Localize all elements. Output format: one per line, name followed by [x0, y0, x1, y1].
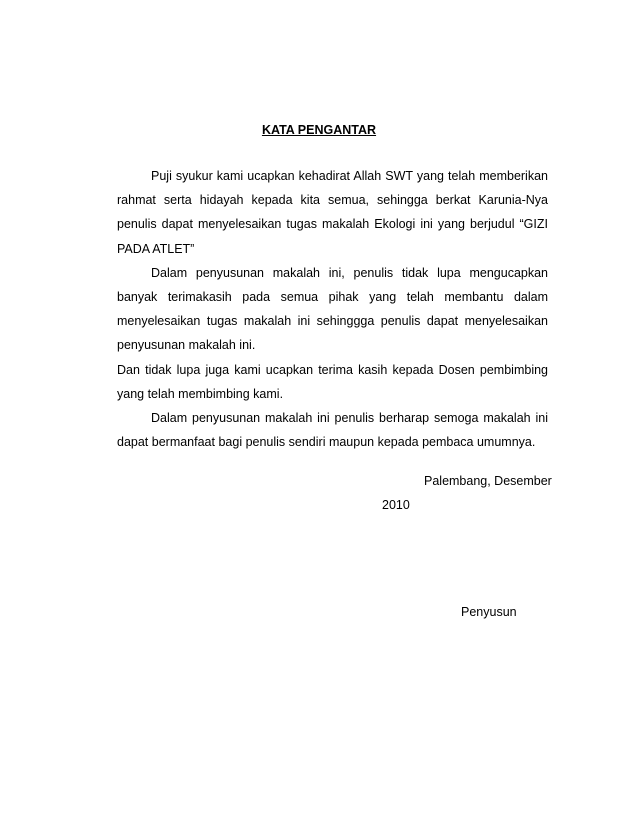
closing-place-date: Palembang, Desember — [424, 474, 552, 488]
paragraph-hope: Dalam penyusunan makalah ini penulis berharap semoga makalah ini dapat bermanfaat bagi penulis sendiri maupun kepada pembaca umumnya. — [117, 411, 548, 450]
paragraph-opening: Puji syukur kami ucapkan kehadirat Allah SWT yang telah memberikan rahmat serta hidayah kepada kita semua, sehingga berkat Karunia-Nya penulis dapat menyelesaikan tugas makalah Ekologi ini yang berjudul “GIZI PADA ATLET” — [117, 169, 548, 256]
body-text — [117, 164, 548, 454]
page-title: KATA PENGANTAR — [261, 123, 377, 137]
signer-name: Penyusun — [461, 605, 517, 619]
closing-year: 2010 — [382, 498, 410, 512]
paragraph-advisor: Dan tidak lupa juga kami ucapkan terima kasih kepada Dosen pembimbing yang telah membimbing kami. — [117, 362, 548, 401]
paragraph-thanks: Dalam penyusunan makalah ini, penulis tidak lupa mengucapkan banyak terimakasih pada semua pihak yang telah membantu dalam menyelesaikan tugas makalah ini sehinggga penulis dapat menyelesaikan penyusunan makalah ini. — [117, 265, 548, 353]
